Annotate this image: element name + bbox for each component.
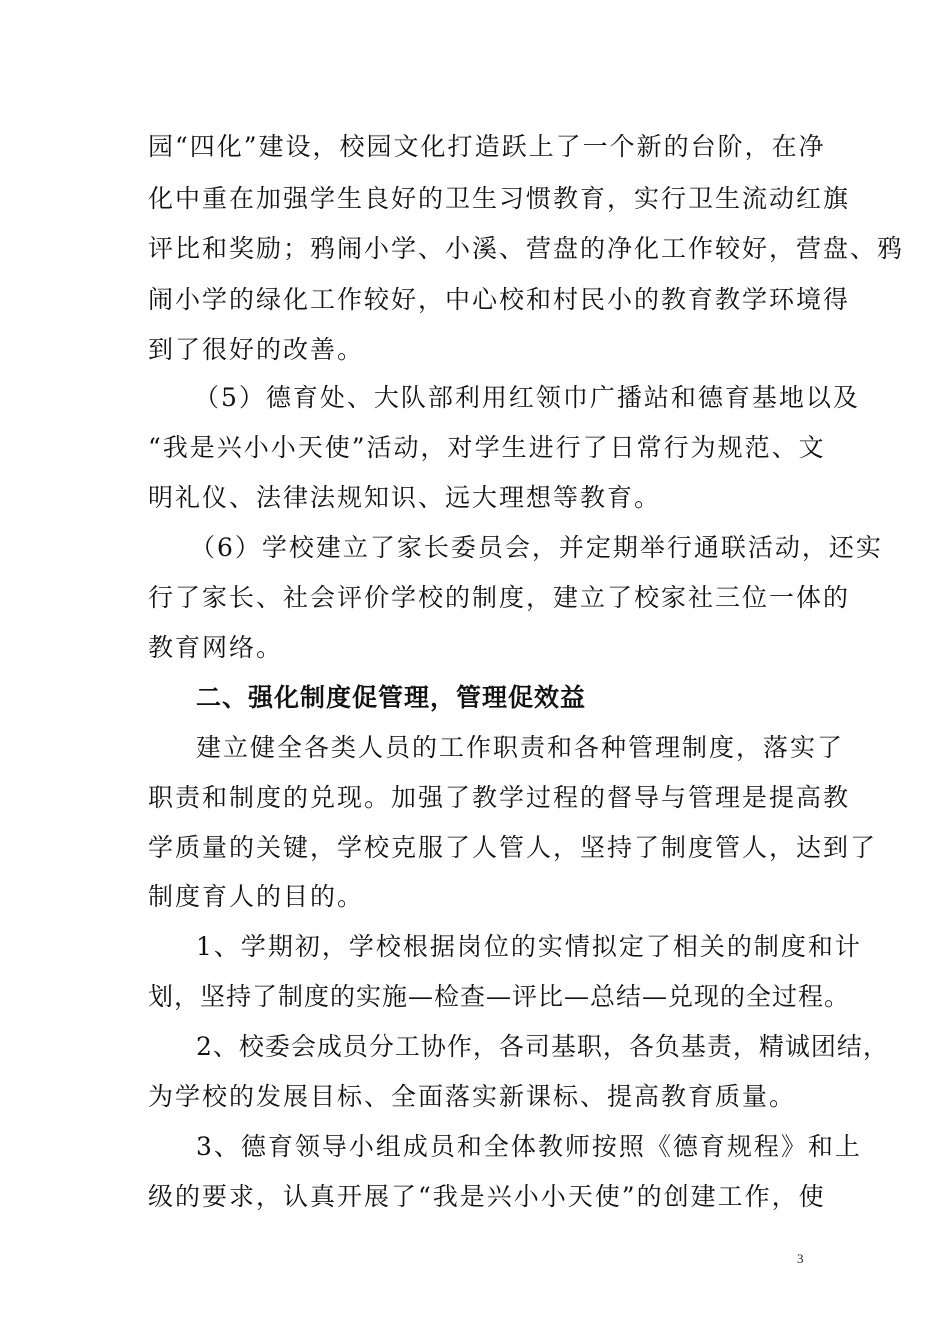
text-line: 化中重在加强学生良好的卫生习惯教育，实行卫生流动红旗: [148, 184, 851, 213]
page-number: 3: [797, 1251, 804, 1266]
text-line: （5）德育处、大队部利用红领巾广播站和德育基地以及: [194, 383, 860, 412]
text-line: 行了家长、社会评价学校的制度，建立了校家社三位一体的: [148, 583, 851, 612]
text-line: 评比和奖励；鸦闹小学、小溪、营盘的净化工作较好，营盘、鸦: [148, 234, 905, 263]
text-line: 建立健全各类人员的工作职责和各种管理制度，落实了: [196, 733, 845, 762]
text-line: 职责和制度的兑现。加强了教学过程的督导与管理是提高教: [148, 783, 851, 812]
text-line: 教育网络。: [148, 633, 284, 662]
text-line: 3、德育领导小组成员和全体教师按照《德育规程》和上: [196, 1132, 862, 1161]
text-line: 2、校委会成员分工协作，各司基职，各负基责，精诚团结，: [196, 1032, 889, 1061]
text-line: （6）学校建立了家长委员会，并定期举行通联活动，还实: [190, 533, 883, 562]
text-line: 制度育人的目的。: [148, 882, 365, 911]
text-line: 闹小学的绿化工作较好，中心校和村民小的教育教学环境得: [148, 285, 851, 314]
text-line: 明礼仪、法律法规知识、远大理想等教育。: [148, 483, 662, 512]
text-line: 1、学期初，学校根据岗位的实情拟定了相关的制度和计: [196, 932, 862, 961]
text-line: 级的要求，认真开展了“我是兴小小天使”的创建工作，使: [148, 1182, 826, 1211]
text-line: 划，坚持了制度的实施—检查—评比—总结—兑现的全过程。: [148, 982, 851, 1011]
text-line: 为学校的发展目标、全面落实新课标、提高教育质量。: [148, 1082, 797, 1111]
text-line: 到了很好的改善。: [148, 335, 365, 364]
text-line: “我是兴小小天使”活动，对学生进行了日常行为规范、文: [148, 433, 826, 462]
section-heading: 二、强化制度促管理，管理促效益: [196, 683, 587, 712]
text-line: 园“四化”建设，校园文化打造跃上了一个新的台阶，在净: [148, 132, 826, 161]
text-line: 学质量的关键，学校克服了人管人，坚持了制度管人，达到了: [148, 833, 878, 862]
